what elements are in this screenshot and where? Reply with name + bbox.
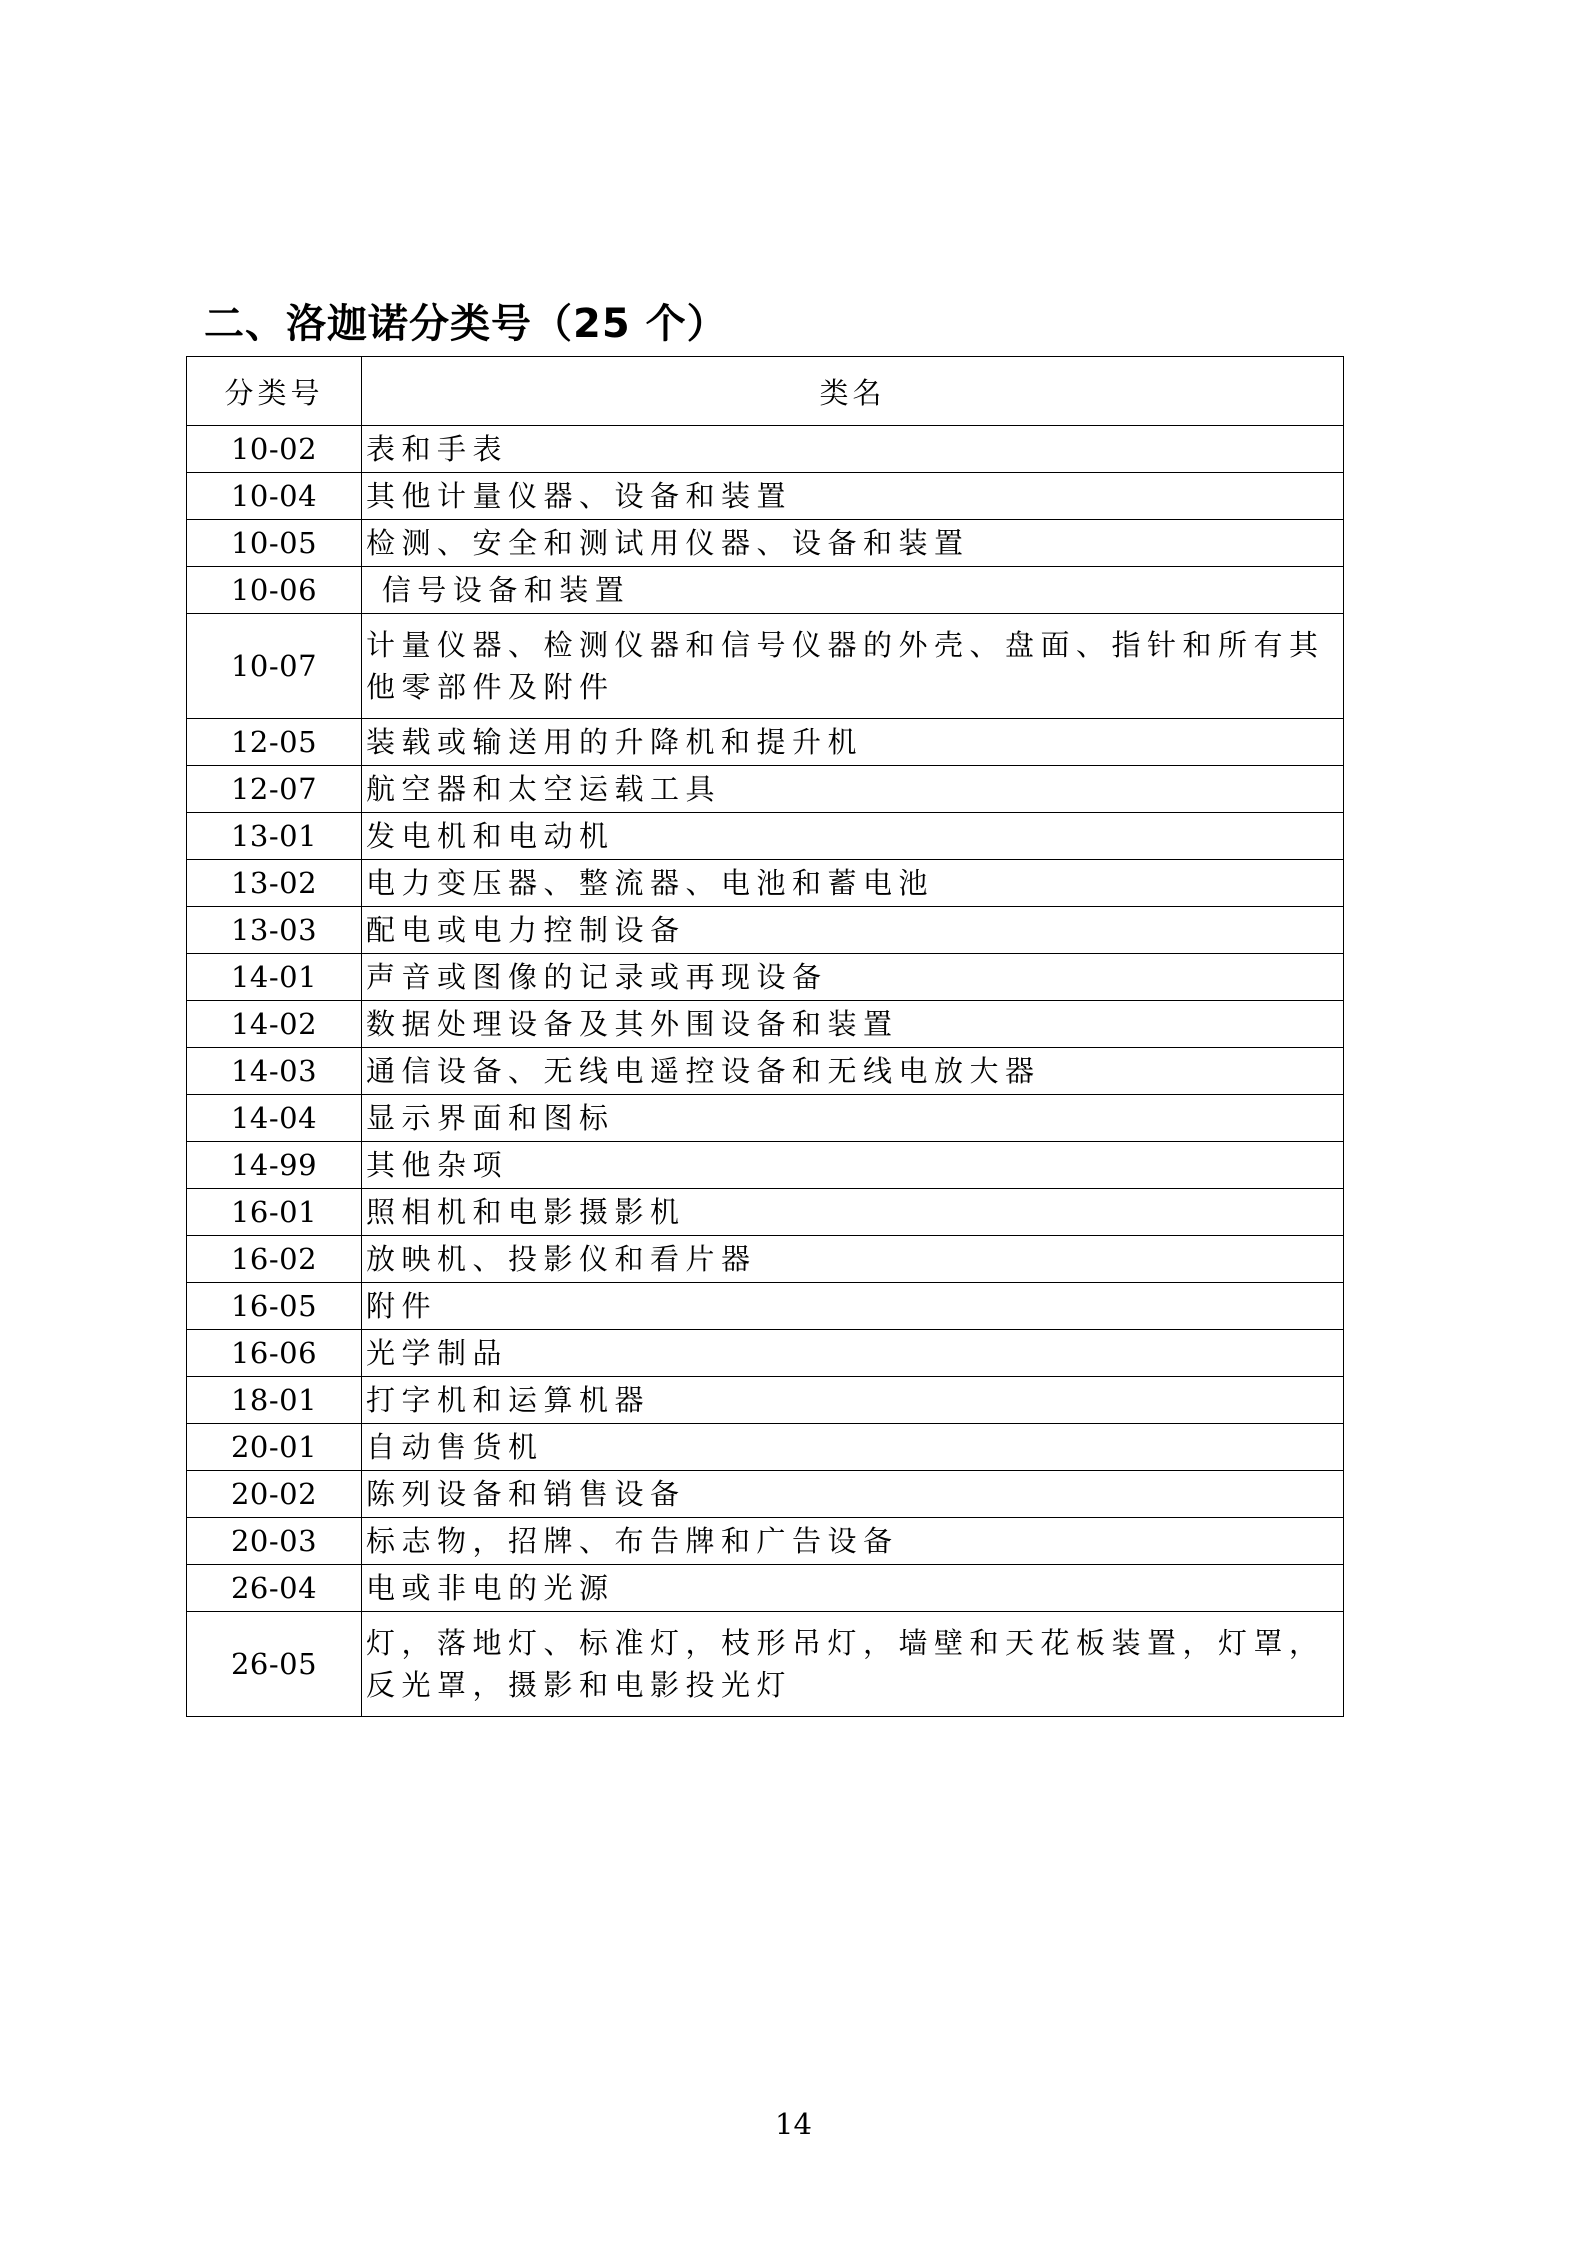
class-code: 14-03 [187,1048,362,1095]
class-code: 18-01 [187,1377,362,1424]
table-row [187,1236,1344,1283]
class-code: 16-02 [187,1236,362,1283]
class-code: 16-01 [187,1189,362,1236]
class-name: 其他杂项 [362,1142,1344,1189]
class-name: 装载或输送用的升降机和提升机 [362,719,1344,766]
table-row [187,520,1344,567]
class-name: 标志物，招牌、布告牌和广告设备 [362,1518,1344,1565]
table-row [187,1424,1344,1471]
table-row [187,1095,1344,1142]
class-code: 10-05 [187,520,362,567]
class-name: 其他计量仪器、设备和装置 [362,473,1344,520]
class-code: 14-99 [187,1142,362,1189]
class-name: 陈列设备和销售设备 [362,1471,1344,1518]
class-code: 14-01 [187,954,362,1001]
class-code: 13-02 [187,860,362,907]
class-name: 附件 [362,1283,1344,1330]
class-code: 20-01 [187,1424,362,1471]
page-number: 14 [775,2107,812,2141]
class-name: 电或非电的光源 [362,1565,1344,1612]
class-name: 计量仪器、检测仪器和信号仪器的外壳、盘面、指针和所有其他零部件及附件 [362,614,1344,719]
table-row [187,1189,1344,1236]
class-code: 13-03 [187,907,362,954]
class-code: 14-04 [187,1095,362,1142]
class-code: 20-03 [187,1518,362,1565]
class-name: 表和手表 [362,426,1344,473]
class-name: 信号设备和装置 [362,567,1344,614]
table-row [187,719,1344,766]
class-code: 12-05 [187,719,362,766]
table-row [187,1518,1344,1565]
class-name: 数据处理设备及其外围设备和装置 [362,1001,1344,1048]
class-name: 显示界面和图标 [362,1095,1344,1142]
table-row [187,766,1344,813]
table-header-row [187,357,1344,426]
header-code: 分类号 [187,357,362,426]
section-heading: 二、洛迦诺分类号（25 个） [204,301,728,347]
class-name: 自动售货机 [362,1424,1344,1471]
table-row [187,907,1344,954]
table-row [187,1330,1344,1377]
class-code: 26-04 [187,1565,362,1612]
class-code: 26-05 [187,1612,362,1717]
table-row [187,567,1344,614]
class-code: 20-02 [187,1471,362,1518]
class-code: 13-01 [187,813,362,860]
table-row [187,1471,1344,1518]
table-row [187,1565,1344,1612]
table-row [187,1001,1344,1048]
table-row [187,614,1344,719]
class-code: 14-02 [187,1001,362,1048]
table-row [187,1142,1344,1189]
table-row [187,813,1344,860]
class-code: 16-05 [187,1283,362,1330]
table-row [187,1612,1344,1717]
class-code: 10-02 [187,426,362,473]
table-row [187,1377,1344,1424]
class-name: 打字机和运算机器 [362,1377,1344,1424]
class-code: 16-06 [187,1330,362,1377]
table-row [187,473,1344,520]
class-code: 10-07 [187,614,362,719]
class-name: 发电机和电动机 [362,813,1344,860]
class-name: 照相机和电影摄影机 [362,1189,1344,1236]
header-name: 类名 [362,357,1344,426]
class-name: 通信设备、无线电遥控设备和无线电放大器 [362,1048,1344,1095]
class-code: 10-06 [187,567,362,614]
table-row [187,860,1344,907]
class-name: 检测、安全和测试用仪器、设备和装置 [362,520,1344,567]
class-name: 声音或图像的记录或再现设备 [362,954,1344,1001]
locarno-classification-table [186,356,1344,1717]
table-row [187,426,1344,473]
class-name: 电力变压器、整流器、电池和蓄电池 [362,860,1344,907]
class-name: 灯，落地灯、标准灯，枝形吊灯，墙壁和天花板装置，灯罩，反光罩，摄影和电影投光灯 [362,1612,1344,1717]
table-row [187,954,1344,1001]
class-name: 航空器和太空运载工具 [362,766,1344,813]
class-name: 光学制品 [362,1330,1344,1377]
class-code: 12-07 [187,766,362,813]
class-name: 配电或电力控制设备 [362,907,1344,954]
table-row [187,1283,1344,1330]
class-code: 10-04 [187,473,362,520]
class-name: 放映机、投影仪和看片器 [362,1236,1344,1283]
table-row [187,1048,1344,1095]
